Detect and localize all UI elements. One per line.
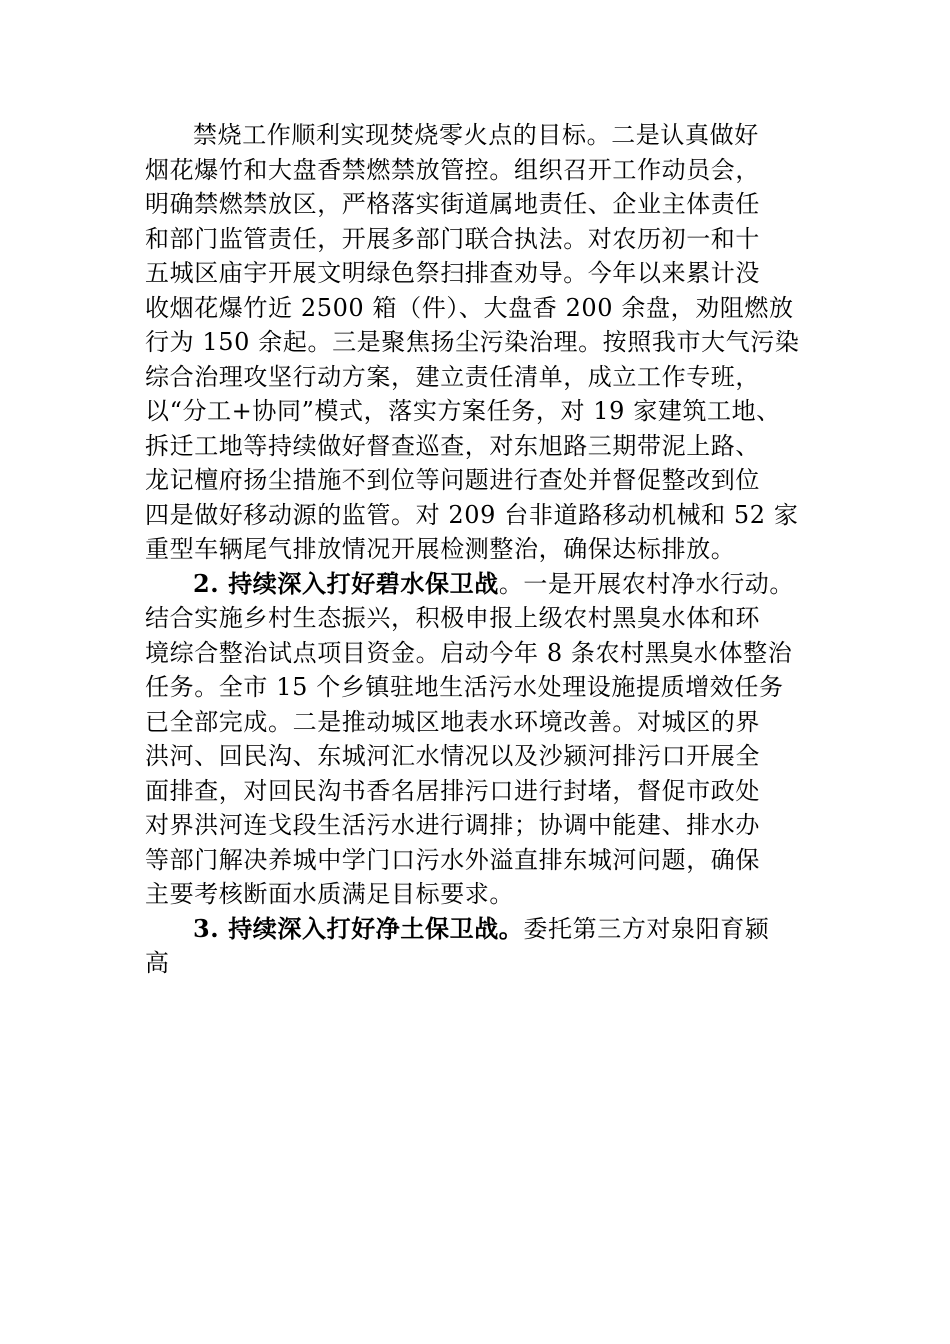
- text-line: 等部门解决养城中学门口污水外溢直排东城河问题，确保: [145, 845, 760, 874]
- paragraph-air-pollution: [145, 118, 845, 567]
- text-line: 四是做好移动源的监管。对 209 台非道路移动机械和 52 家: [145, 500, 799, 529]
- text-line: 收烟花爆竹近 2500 箱（件）、大盘香 200 余盘，劝阻燃放: [145, 293, 794, 322]
- text-line: 重型车辆尾气排放情况开展检测整治，确保达标排放。: [145, 535, 736, 563]
- section-heading: 3. 持续深入打好净土保卫战。: [193, 913, 524, 943]
- text-line: 和部门监管责任，开展多部门联合执法。对农历初一和十: [145, 224, 760, 253]
- text-line: 五城区庙宇开展文明绿色祭扫排查劝导。今年以来累计没: [145, 259, 760, 287]
- text-line: 烟花爆竹和大盘香禁燃禁放管控。组织召开工作动员会，: [145, 155, 760, 184]
- text-run: 委托第三方对泉阳育颍: [523, 914, 770, 943]
- text-line: 任务。全市 15 个乡镇驻地生活污水处理设施提质增效任务: [145, 673, 784, 701]
- text-line: 以“分工+协同”模式，落实方案任务，对 19 家建筑工地、: [145, 397, 781, 425]
- text-line: 对界洪河连戈段生活污水进行调排；协调中能建、排水办: [145, 811, 760, 839]
- text-line: 禁烧工作顺利实现焚烧零火点的目标。二是认真做好: [193, 121, 759, 149]
- text-line: 明确禁燃禁放区，严格落实街道属地责任、企业主体责任: [145, 190, 760, 218]
- paragraph-clear-water: [145, 567, 845, 912]
- text-line: 高: [145, 949, 170, 977]
- text-line: 拆迁工地等持续做好督查巡查，对东旭路三期带泥上路、: [145, 431, 760, 460]
- text-line: 主要考核断面水质满足目标要求。: [145, 880, 514, 908]
- text-line: 境综合整治试点项目资金。启动今年 8 条农村黑臭水体整治: [145, 638, 793, 667]
- text-line: 洪河、回民沟、东城河汇水情况以及沙颍河排污口开展全: [145, 742, 760, 770]
- paragraph-clean-soil: [145, 912, 845, 981]
- text-run: 。一是开展农村净水行动。: [498, 569, 795, 598]
- text-line: 面排查，对回民沟书香名居排污口进行封堵，督促市政处: [145, 776, 760, 805]
- text-line: 结合实施乡村生态振兴，积极申报上级农村黑臭水体和环: [145, 604, 760, 632]
- section-heading: 2. 持续深入打好碧水保卫战: [193, 568, 499, 598]
- text-line: [145, 912, 845, 947]
- text-line: 龙记檀府扬尘措施不到位等问题进行查处并督促整改到位: [145, 466, 760, 494]
- text-line: 行为 150 余起。三是聚焦扬尘污染治理。按照我市大气污染: [145, 328, 800, 356]
- text-line: 综合治理攻坚行动方案，建立责任清单，成立工作专班，: [145, 362, 760, 391]
- text-line: 已全部完成。二是推动城区地表水环境改善。对城区的界: [145, 707, 760, 736]
- document-body: [145, 118, 845, 981]
- text-line: [145, 567, 845, 602]
